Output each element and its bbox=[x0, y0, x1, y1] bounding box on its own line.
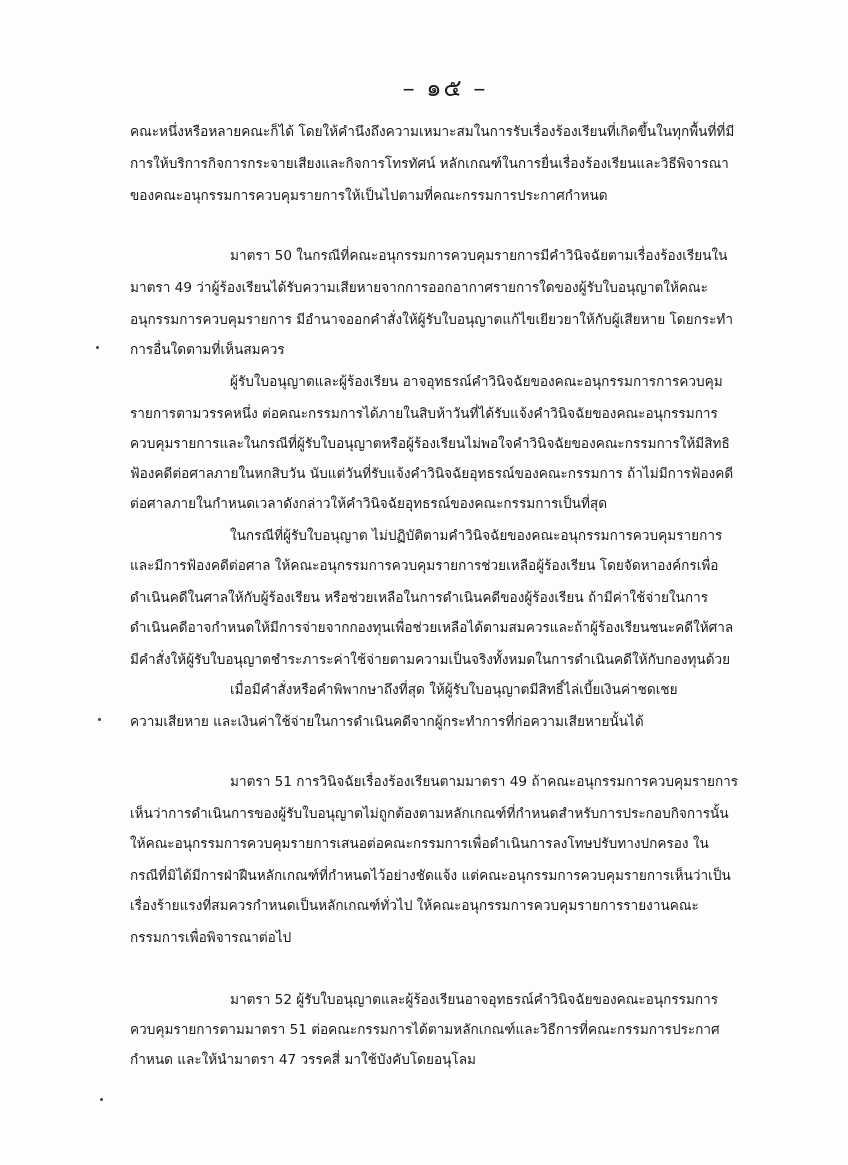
section-51-line-4: กรณีที่มิได้มีการฝ่าฝืนหลักเกณฑ์ที่กำหนดไว้อย่างชัดแจ้ง แต่คณะอนุกรรมการควบคุมรายการเห็นว่าเป็น bbox=[130, 868, 731, 884]
assistance-paragraph-line-5: มีคำสั่งให้ผู้รับใบอนุญาตชำระภาระค่าใช้จ่ายตามความเป็นจริงทั้งหมดในการดำเนินคดีให้กับกองทุนด้วย bbox=[130, 652, 731, 668]
appeal-paragraph-line-1: ผู้รับใบอนุญาตและผู้ร้องเรียน อาจอุทธรณ์คำวินิจฉัยของคณะอนุกรรมการการควบคุม bbox=[230, 374, 723, 390]
section-52-line-2: ควบคุมรายการตามมาตรา 51 ต่อคณะกรรมการได้ตามหลักเกณฑ์และวิธีการที่คณะกรรมการประกาศ bbox=[130, 1022, 720, 1038]
assistance-paragraph-line-3: ดำเนินคดีในศาลให้กับผู้ร้องเรียน หรือช่วยเหลือในการดำเนินคดีของผู้ร้องเรียน ถ้ามีค่าใช้จ่ายในการ bbox=[130, 590, 709, 606]
assistance-paragraph-line-4: ดำเนินคดีอาจกำหนดให้มีการจ่ายจากกองทุนเพื่อช่วยเหลือได้ตามสมควรและถ้าผู้ร้องเรียนชนะคดีให้ศาล bbox=[130, 620, 734, 636]
page-number: – ๑๕ – bbox=[402, 74, 488, 102]
scan-speck bbox=[96, 346, 99, 349]
recourse-paragraph-line-1: เมื่อมีคำสั่งหรือคำพิพากษาถึงที่สุด ให้ผู้รับใบอนุญาตมีสิทธิ์ไล่เบี้ยเงินค่าชดเชย bbox=[230, 682, 678, 698]
appeal-paragraph-line-4: ฟ้องคดีต่อศาลภายในหกสิบวัน นับแต่วันที่รับแจ้งคำวินิจฉัยอุทธรณ์ของคณะกรรมการ ถ้าไม่มีการฟ้องคดี bbox=[130, 466, 734, 482]
section-51-line-3: ให้คณะอนุกรรมการควบคุมรายการเสนอต่อคณะกรรมการเพื่อดำเนินการลงโทษปรับทางปกครอง ใน bbox=[130, 836, 709, 852]
paragraph-1-line-2: การให้บริการกิจการกระจายเสียงและกิจการโทรทัศน์ หลักเกณฑ์ในการยื่นเรื่องร้องเรียนและวิธีพิจารณา bbox=[130, 156, 729, 172]
section-51-line-2: เห็นว่าการดำเนินการของผู้รับใบอนุญาตไม่ถูกต้องตามหลักเกณฑ์ที่กำหนดสำหรับการประกอบกิจการนั้น bbox=[130, 806, 729, 822]
scan-speck bbox=[98, 718, 101, 721]
appeal-paragraph-line-3: ควบคุมรายการและในกรณีที่ผู้รับใบอนุญาตหรือผู้ร้องเรียนไม่พอใจคำวินิจฉัยของคณะกรรมการให้มีสิทธิ bbox=[130, 436, 730, 452]
scan-speck bbox=[100, 1098, 103, 1101]
paragraph-1-line-1: คณะหนึ่งหรือหลายคณะก็ได้ โดยให้คำนึงถึงความเหมาะสมในการรับเรื่องร้องเรียนที่เกิดขึ้นในทุกพื้นที่ที่มี bbox=[130, 124, 735, 140]
section-50-line-3: อนุกรรมการควบคุมรายการ มีอำนาจออกคำสั่งให้ผู้รับใบอนุญาตแก้ไขเยียวยาให้กับผู้เสียหาย โดยกระทำ bbox=[130, 312, 734, 328]
assistance-paragraph-line-2: และมีการฟ้องคดีต่อศาล ให้คณะอนุกรรมการควบคุมรายการช่วยเหลือผู้ร้องเรียน โดยจัดหาองค์กรเพื่อ bbox=[130, 558, 719, 574]
section-50-line-2: มาตรา 49 ว่าผู้ร้องเรียนได้รับความเสียหายจากการออกอากาศรายการใดของผู้รับใบอนุญาตให้คณะ bbox=[130, 280, 708, 296]
section-52-line-1: มาตรา 52 ผู้รับใบอนุญาตและผู้ร้องเรียนอาจอุทธรณ์คำวินิจฉัยของคณะอนุกรรมการ bbox=[230, 992, 719, 1008]
section-50-line-1: มาตรา 50 ในกรณีที่คณะอนุกรรมการควบคุมรายการมีคำวินิจฉัยตามเรื่องร้องเรียนใน bbox=[230, 248, 728, 264]
section-51-line-1: มาตรา 51 การวินิจฉัยเรื่องร้องเรียนตามมาตรา 49 ถ้าคณะอนุกรรมการควบคุมรายการ bbox=[230, 774, 739, 790]
section-52-line-3: กำหนด และให้นำมาตรา 47 วรรคสี่ มาใช้บังคับโดยอนุโลม bbox=[130, 1052, 477, 1068]
appeal-paragraph-line-5: ต่อศาลภายในกำหนดเวลาดังกล่าวให้คำวินิจฉัยอุทธรณ์ของคณะกรรมการเป็นที่สุด bbox=[130, 496, 608, 512]
section-51-line-5: เรื่องร้ายแรงที่สมควรกำหนดเป็นหลักเกณฑ์ทั่วไป ให้คณะอนุกรรมการควบคุมรายการรายงานคณะ bbox=[130, 898, 699, 914]
paragraph-1-line-3: ของคณะอนุกรรมการควบคุมรายการให้เป็นไปตามที่คณะกรรมการประกาศกำหนด bbox=[130, 188, 608, 204]
assistance-paragraph-line-1: ในกรณีที่ผู้รับใบอนุญาต ไม่ปฏิบัติตามคำวินิจฉัยของคณะอนุกรรมการควบคุมรายการ bbox=[230, 528, 723, 544]
appeal-paragraph-line-2: รายการตามวรรคหนึ่ง ต่อคณะกรรมการได้ภายในสิบห้าวันที่ได้รับแจ้งคำวินิจฉัยของคณะอนุกรรมการ bbox=[130, 406, 718, 422]
section-51-line-6: กรรมการเพื่อพิจารณาต่อไป bbox=[130, 930, 292, 946]
section-50-line-4: การอื่นใดตามที่เห็นสมควร bbox=[130, 342, 285, 358]
recourse-paragraph-line-2: ความเสียหาย และเงินค่าใช้จ่ายในการดำเนินคดีจากผู้กระทำการที่ก่อความเสียหายนั้นได้ bbox=[130, 714, 644, 730]
